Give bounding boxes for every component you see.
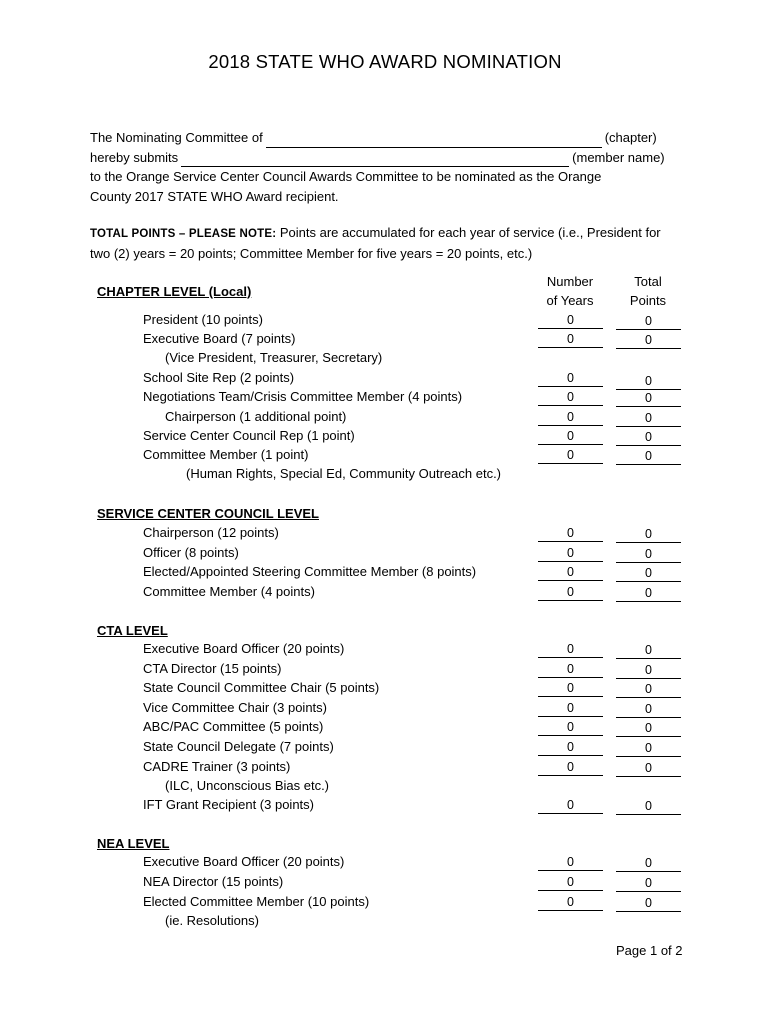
intro-text: County 2017 STATE WHO Award recipient. <box>90 188 339 204</box>
years-field[interactable]: 0 <box>538 429 603 445</box>
item-label: (ie. Resolutions) <box>165 913 259 928</box>
years-field[interactable]: 0 <box>538 760 603 776</box>
points-field[interactable]: 0 <box>616 527 681 543</box>
years-field[interactable]: 0 <box>538 875 603 891</box>
intro-text: hereby submits <box>90 149 179 165</box>
points-field[interactable]: 0 <box>616 856 681 872</box>
item-label: Executive Board Officer (20 points) <box>143 854 345 869</box>
years-field[interactable]: 0 <box>538 448 603 464</box>
years-field[interactable]: 0 <box>538 371 603 387</box>
years-field[interactable]: 0 <box>538 313 603 329</box>
years-column-header: Number of Years <box>546 274 594 308</box>
points-field[interactable]: 0 <box>616 682 681 698</box>
note-lead: TOTAL POINTS – PLEASE NOTE: <box>90 228 277 240</box>
item-label: Elected Committee Member (10 points) <box>143 894 370 909</box>
item-label: School Site Rep (2 points) <box>143 370 295 385</box>
item-label: State Council Delegate (7 points) <box>143 739 334 754</box>
note-text: Points are accumulated for each year of service (i.e., President for two (2) years = 20 points; Committee Member for five years = 20 points, etc.) <box>90 225 661 261</box>
document-title: 2018 STATE WHO AWARD NOMINATION <box>208 51 562 72</box>
years-field[interactable]: 0 <box>538 701 603 717</box>
years-field[interactable]: 0 <box>538 526 603 542</box>
item-label: Vice Committee Chair (3 points) <box>143 700 327 715</box>
intro-text: The Nominating Committee of <box>90 130 263 145</box>
intro-text: to the Orange Service Center Council Awards Committee to be nominated as the Orange <box>90 169 602 184</box>
points-field[interactable]: 0 <box>616 663 681 679</box>
points-note <box>90 223 682 264</box>
points-field[interactable]: 0 <box>616 721 681 737</box>
years-field[interactable]: 0 <box>538 740 603 756</box>
item-label: Committee Member (4 points) <box>143 584 315 599</box>
item-label: CADRE Trainer (3 points) <box>143 759 291 774</box>
section-heading: NEA LEVEL <box>97 836 170 851</box>
points-field[interactable]: 0 <box>616 702 681 718</box>
item-label: Officer (8 points) <box>143 545 239 560</box>
years-field[interactable]: 0 <box>538 662 603 678</box>
points-field[interactable]: 0 <box>616 643 681 659</box>
section-heading: CTA LEVEL <box>97 623 168 638</box>
item-label: IFT Grant Recipient (3 points) <box>143 797 314 812</box>
points-column-header: Total Points <box>629 274 667 308</box>
years-field[interactable]: 0 <box>538 798 603 814</box>
years-field[interactable]: 0 <box>538 855 603 871</box>
intro-text: (member name) <box>572 149 665 165</box>
item-label: Chairperson (12 points) <box>143 525 279 540</box>
points-field[interactable]: 0 <box>616 374 681 390</box>
item-label: Chairperson (1 additional point) <box>165 409 347 424</box>
points-field[interactable]: 0 <box>616 586 681 602</box>
points-field[interactable]: 0 <box>616 896 681 912</box>
points-field[interactable]: 0 <box>616 391 681 407</box>
points-field[interactable]: 0 <box>616 449 681 465</box>
years-field[interactable]: 0 <box>538 681 603 697</box>
item-label: State Council Committee Chair (5 points) <box>143 680 380 695</box>
years-field[interactable]: 0 <box>538 410 603 426</box>
item-label: NEA Director (15 points) <box>143 874 284 889</box>
points-field[interactable]: 0 <box>616 566 681 582</box>
years-field[interactable]: 0 <box>538 585 603 601</box>
member-name-field[interactable] <box>181 152 569 167</box>
item-label: Service Center Council Rep (1 point) <box>143 428 355 443</box>
item-label: (Human Rights, Special Ed, Community Outreach etc.) <box>186 466 502 481</box>
item-label: Executive Board (7 points) <box>143 331 296 346</box>
item-label: (ILC, Unconscious Bias etc.) <box>165 778 330 793</box>
points-field[interactable]: 0 <box>616 761 681 777</box>
points-field[interactable]: 0 <box>616 333 681 349</box>
item-label: CTA Director (15 points) <box>143 661 282 676</box>
points-field[interactable]: 0 <box>616 799 681 815</box>
points-field[interactable]: 0 <box>616 430 681 446</box>
section-heading: SERVICE CENTER COUNCIL LEVEL <box>97 506 319 521</box>
section-heading: CHAPTER LEVEL (Local) <box>97 284 252 299</box>
points-field[interactable]: 0 <box>616 876 681 892</box>
item-label: Committee Member (1 point) <box>143 447 309 462</box>
item-label: Negotiations Team/Crisis Committee Member (4 points) <box>143 389 463 404</box>
years-field[interactable]: 0 <box>538 642 603 658</box>
years-field[interactable]: 0 <box>538 720 603 736</box>
item-label: ABC/PAC Committee (5 points) <box>143 719 324 734</box>
years-field[interactable]: 0 <box>538 895 603 911</box>
item-label: Elected/Appointed Steering Committee Member (8 points) <box>143 564 477 579</box>
item-label: (Vice President, Treasurer, Secretary) <box>165 350 383 365</box>
item-label: President (10 points) <box>143 312 263 327</box>
years-field[interactable]: 0 <box>538 565 603 581</box>
points-field[interactable]: 0 <box>616 741 681 757</box>
chapter-field[interactable] <box>266 133 602 148</box>
intro-text: (chapter) <box>604 130 657 145</box>
years-field[interactable]: 0 <box>538 332 603 348</box>
item-label: Executive Board Officer (20 points) <box>143 641 345 656</box>
points-field[interactable]: 0 <box>616 411 681 427</box>
points-field[interactable]: 0 <box>616 314 681 330</box>
page-number: Page 1 of 2 <box>616 943 683 958</box>
years-field[interactable]: 0 <box>538 546 603 562</box>
intro-paragraph <box>90 128 682 206</box>
points-field[interactable]: 0 <box>616 547 681 563</box>
years-field[interactable]: 0 <box>538 390 603 406</box>
